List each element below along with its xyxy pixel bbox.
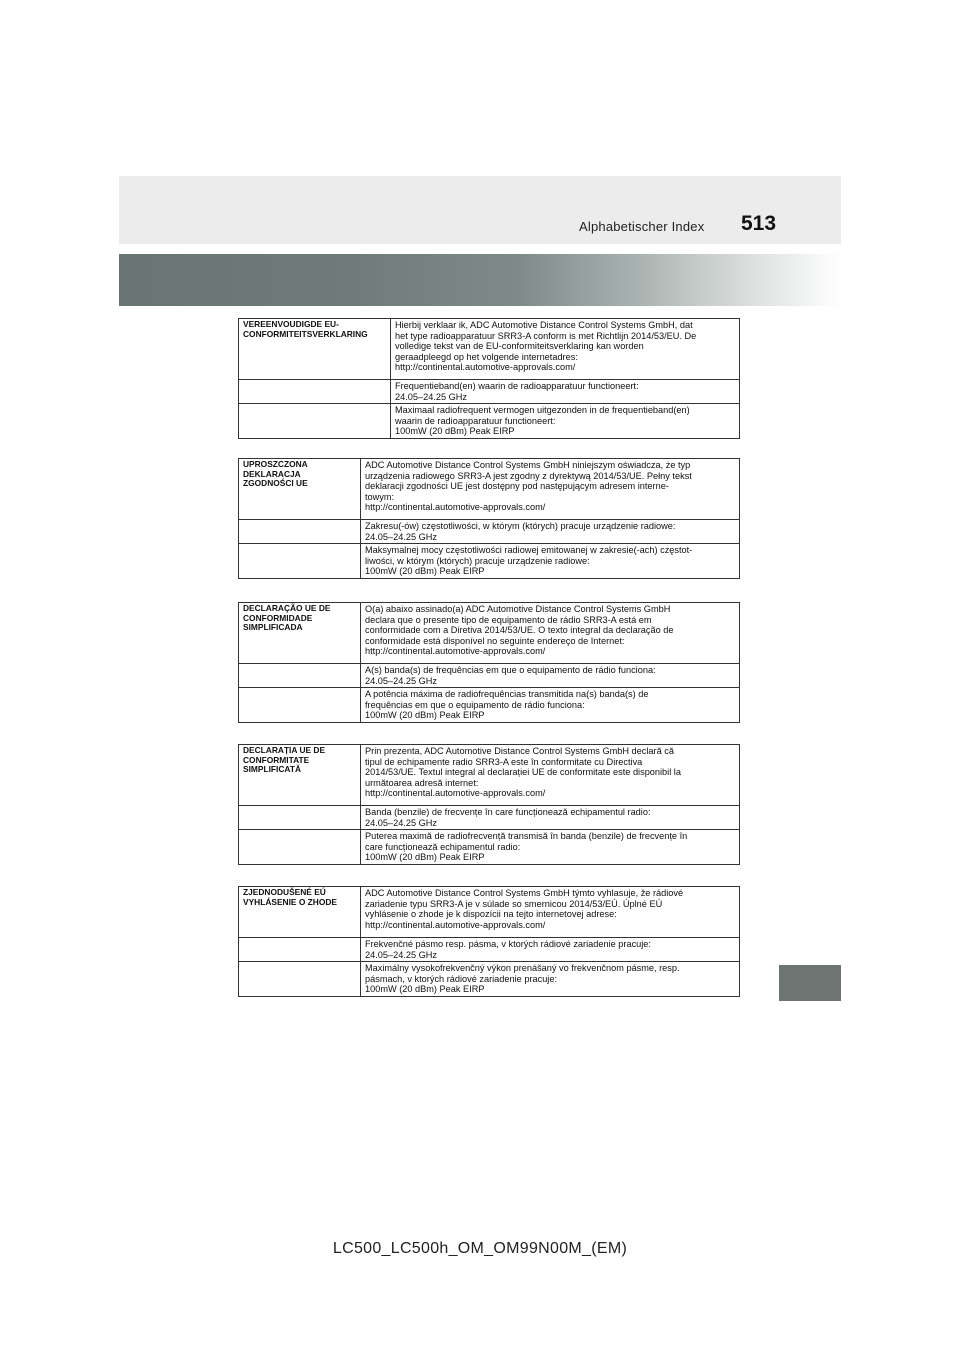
declaration-text-line: 100mW (20 dBm) Peak EIRP (395, 426, 515, 437)
declaration-text-cell (391, 319, 740, 380)
declaration-table (238, 602, 740, 723)
declaration-label-line: VYHLÁSENIE O ZHODE (243, 896, 337, 907)
declaration-text-line: Maksymalnej mocy częstotliwości radiowej emitowanej w zakresie(-ach) częstot- (365, 545, 693, 556)
declaration-text-line: zariadenie typu SRR3-A je v súlade so smernicou 2014/53/EÚ. Úplné EÚ (365, 898, 663, 909)
declaration-text-line: Frequentieband(en) waarin de radioapparatuur functioneert: (395, 381, 639, 391)
declaration-label (239, 603, 361, 664)
declaration-text-line: conformidade está disponível no seguinte endereço de Internet: (365, 635, 625, 646)
header-gradient-band (119, 254, 841, 306)
declaration-text-cell (361, 459, 740, 520)
declaration-label-line: CONFORMITEITSVERKLARING (243, 328, 368, 339)
page-number: 513 (741, 212, 777, 235)
table-row (239, 688, 740, 723)
declaration-text-line: Maximaal radiofrequent vermogen uitgezonden in de frequentieband(en) (395, 405, 690, 416)
table-row (239, 459, 740, 520)
declaration-text-line: conformidade com a Diretiva 2014/53/UE. O texto integral da declaração de (365, 625, 674, 636)
declaration-text-line: A potência máxima de radiofrequências transmitida na(s) banda(s) de (365, 689, 649, 700)
declaration-table (238, 458, 740, 579)
declaration-text-line: 24.05–24.25 GHz (365, 675, 438, 686)
declaration-text-line: ADC Automotive Distance Control Systems GmbH týmto vyhlasuje, že rádiové (365, 888, 684, 898)
declaration-text-cell (361, 745, 740, 806)
empty-label-cell (239, 830, 361, 865)
declaration-label (239, 319, 391, 380)
table-row (239, 962, 740, 997)
declaration-text-cell (361, 688, 740, 723)
empty-label-cell (239, 962, 361, 997)
table-row (239, 745, 740, 806)
empty-label-cell (239, 688, 361, 723)
declaration-text-cell (361, 962, 740, 997)
declaration-text-line: 24.05–24.25 GHz (395, 391, 468, 402)
declaration-label-line: DEKLARACJA (243, 468, 301, 479)
table-row (239, 319, 740, 380)
empty-label-cell (239, 544, 361, 579)
table-row (239, 603, 740, 664)
declaration-text-cell (361, 520, 740, 544)
declaration-text-line: A(s) banda(s) de frequências em que o equipamento de rádio funciona: (365, 665, 656, 675)
declaration-text-line: het type radioapparatuur SRR3-A conform is met Richtlijn 2014/53/EU. De (395, 330, 697, 341)
declaration-text-line: 24.05–24.25 GHz (365, 817, 438, 828)
declaration-text-line: urządzenia radiowego SRR3-A jest zgodny z dyrektywą 2014/53/UE. Pełny tekst (365, 470, 692, 481)
declaration-text-line: 24.05–24.25 GHz (365, 531, 438, 542)
declaration-text-cell (361, 544, 740, 579)
declaration-text-cell (361, 830, 740, 865)
declaration-label-line: SIMPLIFICATĂ (243, 764, 301, 775)
declaration-text-line: http://continental.automotive-approvals.com/ (365, 502, 546, 513)
table-row (239, 404, 740, 439)
declaration-text-line: 100mW (20 dBm) Peak EIRP (365, 852, 485, 863)
declaration-text-cell (361, 603, 740, 664)
table-row (239, 830, 740, 865)
table-row (239, 380, 740, 404)
declaration-text-line: vyhlásenie o zhode je k dispozícii na tejto internetovej adrese: (365, 909, 617, 920)
empty-label-cell (239, 520, 361, 544)
page-title: Alphabetischer Index (579, 219, 705, 234)
table-row (239, 806, 740, 830)
declaration-table (238, 318, 740, 439)
declaration-text-line: http://continental.automotive-approvals.com/ (365, 919, 546, 930)
table-row (239, 887, 740, 938)
declaration-text-line: declara que o presente tipo de equipamento de rádio SRR3-A está em (365, 614, 652, 625)
section-side-tab (779, 965, 841, 1001)
declaration-text-line: care funcționează echipamentul radio: (365, 841, 521, 852)
declaration-text-line: tipul de echipamente radio SRR3-A este în conformitate cu Directiva (365, 756, 643, 767)
declaration-text-cell (361, 887, 740, 938)
declaration-text-line: Maximálny vysokofrekvenčný výkon prenášaný vo frekvenčnom pásme, resp. (365, 963, 680, 974)
footer-document-code: LC500_LC500h_OM_OM99N00M_(EM) (332, 1240, 628, 1257)
declaration-text-line: 100mW (20 dBm) Peak EIRP (365, 984, 485, 995)
declaration-text-cell (391, 404, 740, 439)
declaration-label-line: VEREENVOUDIGDE EU- (243, 319, 339, 329)
declaration-text-line: 100mW (20 dBm) Peak EIRP (365, 566, 485, 577)
declaration-text-line: deklaracji zgodności UE jest dostępny pod następującym adresem interne- (365, 481, 669, 492)
declaration-label (239, 459, 361, 520)
declaration-text-line: Hierbij verklaar ik, ADC Automotive Distance Control Systems GmbH, dat (395, 320, 693, 330)
declaration-text-line: Puterea maximă de radiofrecvență transmisă în banda (benzile) de frecvențe în (365, 831, 688, 842)
declaration-label-line: CONFORMITATE (243, 754, 310, 765)
declaration-label (239, 887, 361, 938)
declaration-text-line: waarin de radioapparatuur functioneert: (395, 415, 556, 426)
empty-label-cell (239, 806, 361, 830)
declaration-text-line: 100mW (20 dBm) Peak EIRP (365, 710, 485, 721)
declaration-text-line: următoarea adresă internet: (365, 777, 479, 788)
empty-label-cell (239, 380, 391, 404)
empty-label-cell (239, 664, 361, 688)
declaration-text-cell (361, 938, 740, 962)
declaration-text-line: http://continental.automotive-approvals.com/ (365, 646, 546, 657)
declaration-text-line: towym: (365, 491, 395, 502)
empty-label-cell (239, 938, 361, 962)
table-row (239, 664, 740, 688)
declaration-text-line: Frekvenčné pásmo resp. pásma, v ktorých rádiové zariadenie pracuje: (365, 939, 651, 949)
declaration-label-line: ZJEDNODUŠENÉ EÚ (243, 887, 326, 897)
empty-label-cell (239, 404, 391, 439)
declaration-text-line: pásmach, v ktorých rádiové zariadenie pracuje: (365, 973, 558, 984)
declaration-text-line: http://continental.automotive-approvals.com/ (395, 362, 576, 373)
table-row (239, 544, 740, 579)
declaration-text-line: volledige tekst van de EU-conformiteitsverklaring kan worden (395, 341, 644, 352)
declaration-text-line: http://continental.automotive-approvals.com/ (365, 788, 546, 799)
declaration-text-line: Prin prezenta, ADC Automotive Distance Control Systems GmbH declară că (365, 746, 674, 756)
header-bar (119, 176, 841, 244)
declaration-label-line: CONFORMIDADE (243, 612, 313, 623)
declaration-text-line: Banda (benzile) de frecvențe în care funcționează echipamentul radio: (365, 807, 651, 817)
declaration-table (238, 886, 740, 997)
declaration-label-line: DECLARAÇÃO UE DE (243, 603, 331, 613)
declaration-text-cell (361, 664, 740, 688)
declaration-text-line: 24.05–24.25 GHz (365, 949, 438, 960)
declaration-label-line: ZGODNOŚCI UE (243, 478, 308, 489)
declaration-text-line: geraadpleegd op het volgende internetadres: (395, 351, 578, 362)
table-row (239, 938, 740, 962)
declaration-label-line: SIMPLIFICADA (243, 622, 303, 633)
declaration-text-line: 2014/53/UE. Textul integral al declarației UE de conformitate este disponibil la (365, 767, 681, 778)
declaration-text-line: Zakresu(-ów) częstotliwości, w którym (których) pracuje urządzenie radiowe: (365, 521, 676, 531)
declaration-text-line: liwości, w którym (których) pracuje urządzenie radiowe: (365, 555, 590, 566)
declaration-text-line: frequências em que o equipamento de rádio funciona: (365, 699, 585, 710)
table-row (239, 520, 740, 544)
declaration-label (239, 745, 361, 806)
declaration-text-line: ADC Automotive Distance Control Systems GmbH niniejszym oświadcza, że typ (365, 460, 691, 470)
declaration-label-line: DECLARAȚIA UE DE (243, 745, 326, 755)
declaration-text-line: O(a) abaixo assinado(a) ADC Automotive Distance Control Systems GmbH (365, 604, 671, 614)
declaration-text-cell (391, 380, 740, 404)
declaration-table (238, 744, 740, 865)
declaration-label-line: UPROSZCZONA (243, 459, 308, 469)
declaration-text-cell (361, 806, 740, 830)
